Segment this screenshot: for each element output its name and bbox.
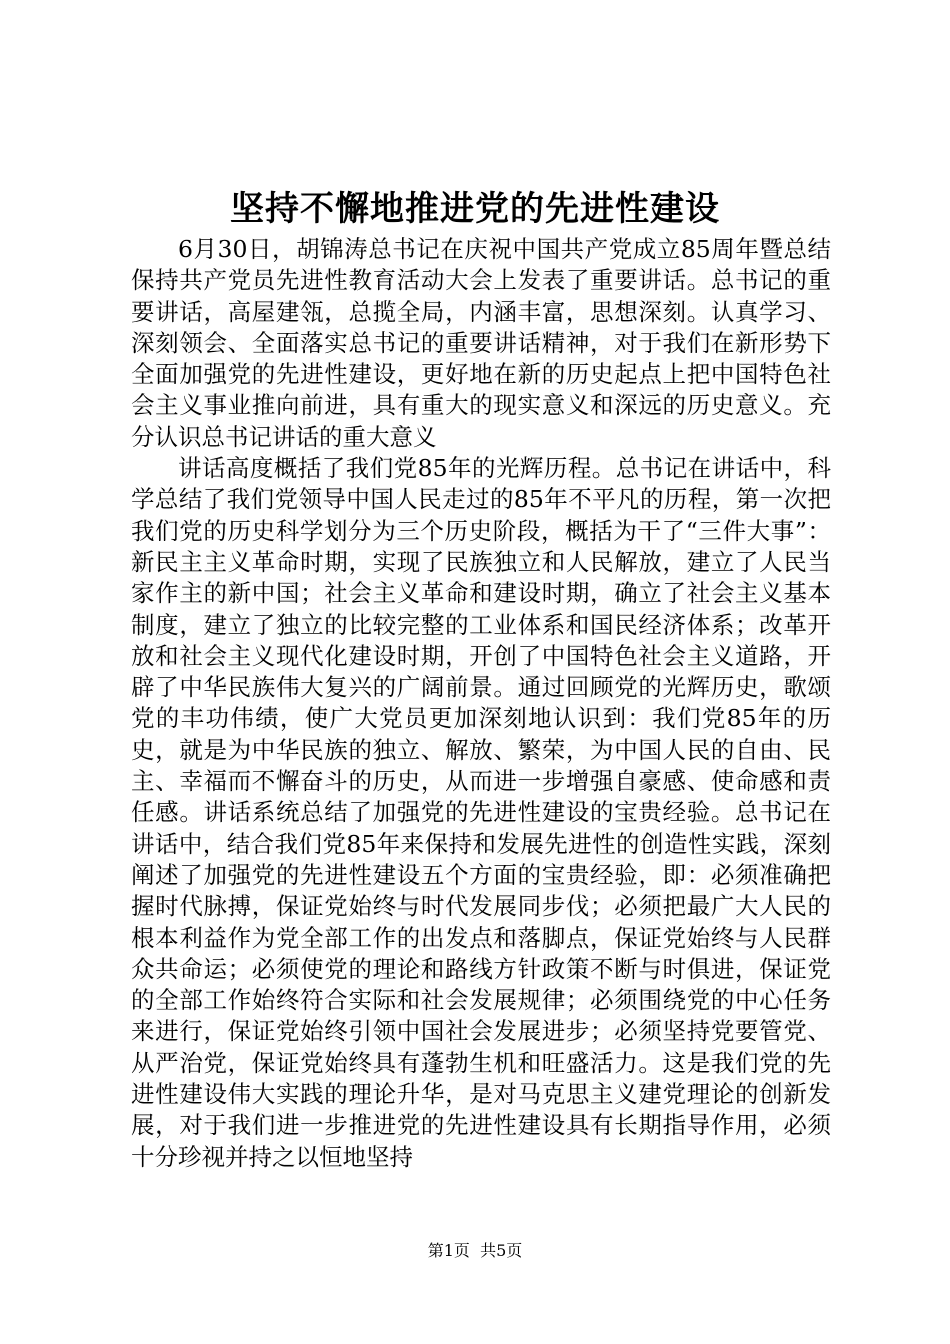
document-title: 坚持不懈地推进党的先进性建设	[230, 189, 720, 229]
paragraph-1: 6月30日，胡锦涛总书记在庆祝中国共产党成立85周年暨总结保持共产党员先进性教育活动大会上发表了重要讲话。总书记的重要讲话，高屋建瓴，总揽全局，内涵丰富，思想深刻。认真学习、深刻领会、全面落实总书记的重要讲话精神，对于我们在新形势下全面加强党的先进性建设，更好地在新的历史起点上把中国特色社会主义事业推向前进，具有重大的现实意义和深远的历史意义。充分认识总书记讲话的重大意义	[131, 235, 831, 451]
page-total: 共5页	[480, 1241, 523, 1260]
page-number: 第1页	[427, 1241, 470, 1260]
page-footer	[0, 1240, 950, 1262]
paragraph-2: 讲话高度概括了我们党85年的光辉历程。总书记在讲话中，科学总结了我们党领导中国人民走过的85年不平凡的历程，第一次把我们党的历史科学划分为三个历史阶段，概括为干了“三件大事”：新民主主义革命时期，实现了民族独立和人民解放，建立了人民当家作主的新中国；社会主义革命和建设时期，确立了社会主义基本制度，建立了独立的比较完整的工业体系和国民经济体系；改革开放和社会主义现代化建设时期，开创了中国特色社会主义道路，开辟了中华民族伟大复兴的广阔前景。通过回顾党的光辉历史，歌颂党的丰功伟绩，使广大党员更加深刻地认识到：我们党85年的历史，就是为中华民族的独立、解放、繁荣，为中国人民的自由、民主、幸福而不懈奋斗的历史，从而进一步增强自豪感、使命感和责任感。讲话系统总结了加强党的先进性建设的宝贵经验。总书记在讲话中，结合我们党85年来保持和发展先进性的创造性实践，深刻阐述了加强党的先进性建设五个方面的宝贵经验，即：必须准确把握时代脉搏，保证党始终与时代发展同步伐；必须把最广大人民的根本利益作为党全部工作的出发点和落脚点，保证党始终与人民群众共命运；必须使党的理论和路线方针政策不断与时俱进，保证党的全部工作始终符合实际和社会发展规律；必须围绕党的中心任务来进行，保证党始终引领中国社会发展进步；必须坚持党要管党、从严治党，保证党始终具有蓬勃生机和旺盛活力。这是我们党的先进性建设伟大实践的理论升华，是对马克思主义建党理论的创新发展，对于我们进一步推进党的先进性建设具有长期指导作用，必须十分珍视并持之以恒地坚持	[131, 454, 831, 1171]
document-body	[131, 234, 831, 1173]
